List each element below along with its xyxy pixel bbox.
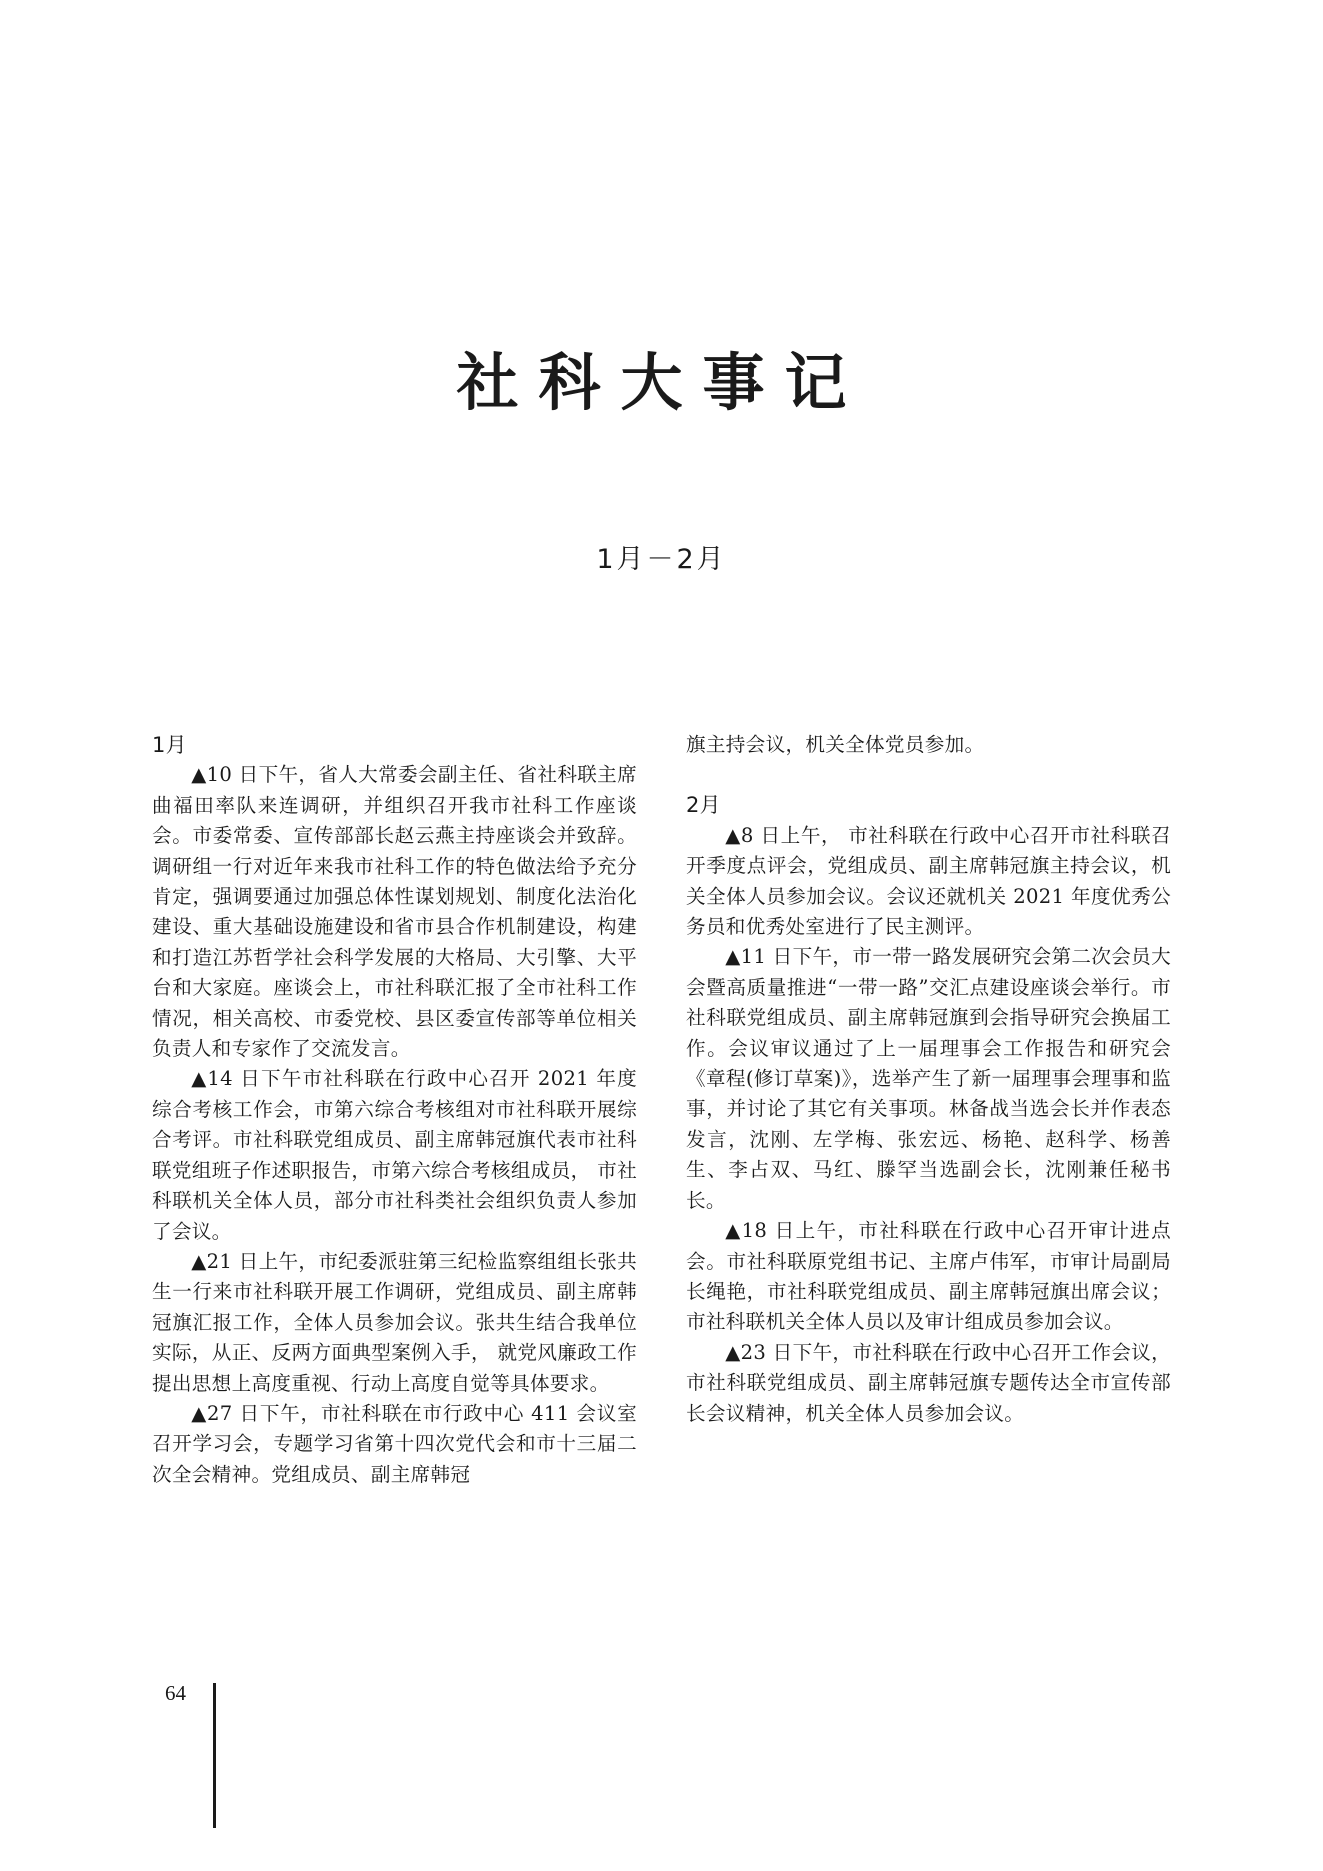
event-entry: ▲14 日下午市社科联在行政中心召开 2021 年度综合考核工作会，市第六综合考核组对市社科联开展综合考评。市社科联党组成员、副主席韩冠旗代表市社科联党组班子作述职报告，市第六综合考核组成员， 市社科联机关全体人员，部分市社科类社会组织负责人参加了会议。 (152, 1067, 637, 1243)
date-range-subtitle: 1月－2月 (596, 544, 727, 575)
page-title: 社科大事记 (456, 346, 867, 419)
event-entry: ▲21 日上午，市纪委派驻第三纪检监察组组长张共生一行来市社科联开展工作调研，党组成员、副主席韩冠旗汇报工作，全体人员参加会议。张共生结合我单位实际，从正、反两方面典型案例入手， 就党风廉政工作提出思想上高度重视、行动上高度自觉等具体要求。 (152, 1249, 637, 1395)
event-entry: ▲10 日下午，省人大常委会副主任、省社科联主席曲福田率队来连调研，并组织召开我市社科工作座谈会。市委常委、宣传部部长赵云燕主持座谈会并致辞。调研组一行对近年来我市社科工作的特色做法给予充分肯定，强调要通过加强总体性谋划规划、制度化法治化建设、重大基础设施建设和省市县合作机制建设，构建和打造江苏哲学社会科学发展的大格局、大引擎、大平台和大家庭。座谈会上，市社科联汇报了全市社科工作情况，相关高校、市委党校、县区委宣传部等单位相关负责人和专家作了交流发言。 (152, 763, 637, 1061)
month-heading-january: 1月 (152, 733, 187, 757)
event-entry: ▲11 日下午，市一带一路发展研究会第二次会员大会暨高质量推进“一带一路”交汇点建设座谈会举行。市社科联党组成员、副主席韩冠旗到会指导研究会换届工作。会议审议通过了上一届理事会工作报告和研究会《章程(修订草案)》，选举产生了新一届理事会理事和监事，并讨论了其它有关事项。林备战当选会长并作表态发言，沈刚、左学梅、张宏远、杨艳、赵科学、杨善生、李占双、马红、滕罕当选副会长，沈刚兼任秘书长。 (686, 945, 1171, 1212)
event-entry: ▲23 日下午，市社科联在行政中心召开工作会议，市社科联党组成员、副主席韩冠旗专题传达全市宣传部长会议精神，机关全体人员参加会议。 (686, 1340, 1171, 1425)
event-entry-continuation: 旗主持会议，机关全体党员参加。 (686, 733, 985, 756)
event-entry: ▲18 日上午，市社科联在行政中心召开审计进点会。市社科联原党组书记、主席卢伟军，市审计局副局长绳艳，市社科联党组成员、副主席韩冠旗出席会议；市社科联机关全体人员以及审计组成员参加会议。 (686, 1219, 1171, 1334)
section-spacer (686, 760, 1171, 790)
left-column (152, 730, 637, 1490)
page-margin-rule (213, 1683, 216, 1828)
month-heading-february: 2月 (686, 793, 721, 818)
right-column (686, 730, 1171, 1429)
event-entry: ▲27 日下午，市社科联在市行政中心 411 会议室召开学习会，专题学习省第十四次党代会和市十三届二次全会精神。党组成员、副主席韩冠 (152, 1401, 637, 1486)
event-entry: ▲8 日上午， 市社科联在行政中心召开市社科联召开季度点评会，党组成员、副主席韩冠旗主持会议，机关全体人员参加会议。会议还就机关 2021 年度优秀公务员和优秀处室进行了民主测评。 (686, 823, 1171, 939)
page-number: 64 (165, 1681, 186, 1705)
